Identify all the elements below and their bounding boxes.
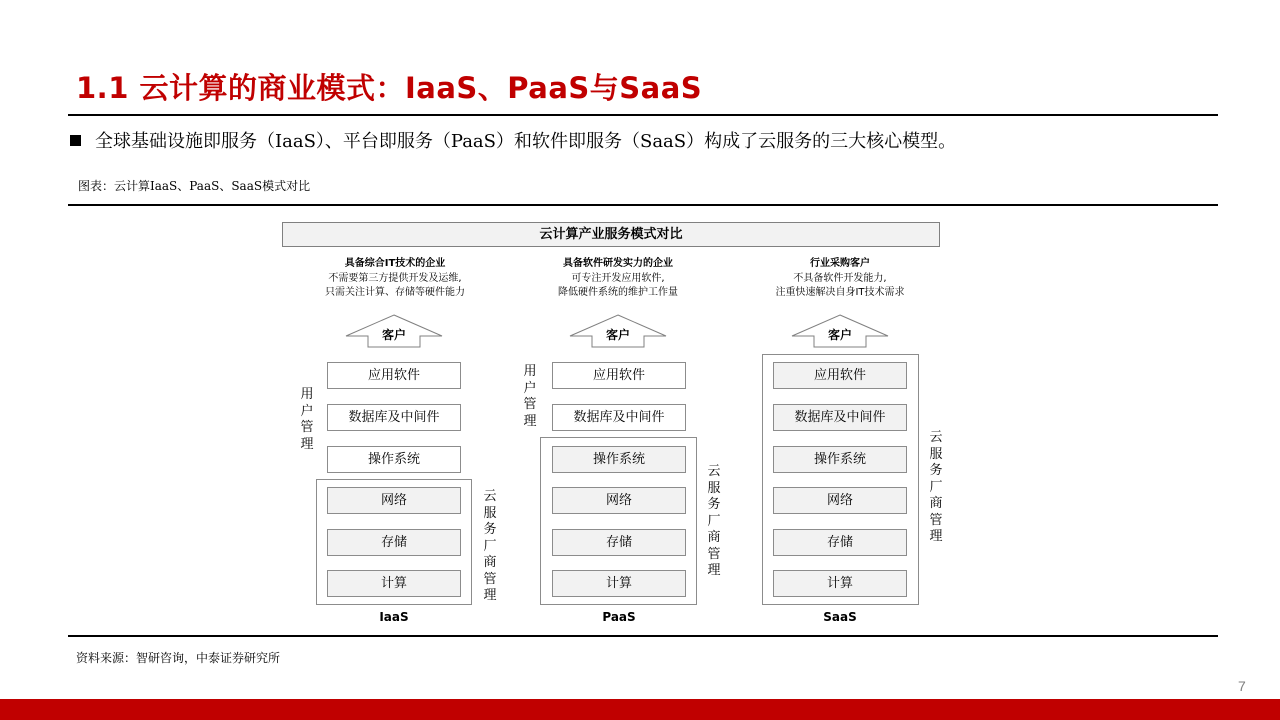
iaas-layer-network: 网络 — [327, 487, 461, 514]
caption-divider — [68, 204, 1218, 206]
footer-bar — [0, 699, 1280, 720]
saas-desc-title: 行业采购客户 — [810, 258, 870, 269]
iaas-description — [280, 257, 510, 301]
paas-desc-line1: 可专注开发应用软件, — [571, 272, 665, 284]
iaas-vendor-mgmt-label: 云服务厂商管理 — [483, 489, 497, 603]
saas-layer-compute: 计算 — [773, 570, 907, 597]
paas-layer-compute: 计算 — [552, 570, 686, 597]
saas-desc-line1: 不具备软件开发能力, — [793, 272, 887, 284]
saas-layer-network: 网络 — [773, 487, 907, 514]
paas-desc-title: 具备软件研发实力的企业 — [563, 258, 673, 269]
iaas-layer-database: 数据库及中间件 — [327, 404, 461, 431]
saas-desc-line2: 注重快速解决自身IT技术需求 — [775, 287, 905, 298]
saas-vendor-mgmt-label: 云服务厂商管理 — [929, 430, 943, 544]
iaas-client-arrow — [345, 314, 443, 348]
paas-layer-storage: 存储 — [552, 529, 686, 556]
bullet-point — [70, 127, 956, 153]
saas-layer-os: 操作系统 — [773, 446, 907, 473]
iaas-model-name: IaaS — [379, 610, 409, 624]
paas-layer-application: 应用软件 — [552, 362, 686, 389]
iaas-client-label: 客户 — [381, 328, 406, 342]
iaas-layer-application: 应用软件 — [327, 362, 461, 389]
iaas-user-mgmt-label: 用户管理 — [300, 387, 314, 452]
saas-client-label: 客户 — [827, 328, 852, 342]
paas-description — [503, 257, 733, 301]
source-divider — [68, 635, 1218, 637]
paas-model-name: PaaS — [602, 610, 636, 624]
iaas-layer-compute: 计算 — [327, 570, 461, 597]
title-divider — [68, 114, 1218, 116]
iaas-layer-os: 操作系统 — [327, 446, 461, 473]
saas-layer-application: 应用软件 — [773, 362, 907, 389]
source-note: 资料来源：智研咨询，中泰证券研究所 — [76, 651, 281, 665]
paas-layer-os: 操作系统 — [552, 446, 686, 473]
saas-description — [725, 257, 955, 301]
paas-vendor-mgmt-label: 云服务厂商管理 — [707, 464, 721, 578]
paas-client-label: 客户 — [605, 328, 630, 342]
paas-layer-network: 网络 — [552, 487, 686, 514]
page-number: 7 — [1238, 678, 1246, 694]
paas-desc-line2: 降低硬件系统的维护工作量 — [558, 287, 678, 298]
iaas-layer-storage: 存储 — [327, 529, 461, 556]
saas-vendor-frame — [762, 354, 919, 605]
saas-layer-database: 数据库及中间件 — [773, 404, 907, 431]
bullet-text: 全球基础设施即服务（IaaS）、平台即服务（PaaS）和软件即服务（SaaS）构成了云服务的三大核心模型。 — [95, 131, 957, 152]
figure-caption: 图表：云计算IaaS、PaaS、SaaS模式对比 — [78, 179, 311, 193]
iaas-desc-title: 具备综合IT技术的企业 — [344, 258, 446, 269]
iaas-desc-line2: 只需关注计算、存储等硬件能力 — [325, 287, 465, 298]
diagram-header: 云计算产业服务模式对比 — [282, 222, 940, 247]
paas-user-mgmt-label: 用户管理 — [523, 364, 537, 429]
page-title: 1.1 云计算的商业模式：IaaS、PaaS与SaaS — [76, 71, 703, 105]
paas-layer-database: 数据库及中间件 — [552, 404, 686, 431]
bullet-square-icon — [70, 135, 81, 146]
saas-client-arrow — [791, 314, 889, 348]
paas-client-arrow — [569, 314, 667, 348]
saas-layer-storage: 存储 — [773, 529, 907, 556]
iaas-desc-line1: 不需要第三方提供开发及运维, — [328, 272, 462, 284]
saas-model-name: SaaS — [823, 610, 857, 624]
